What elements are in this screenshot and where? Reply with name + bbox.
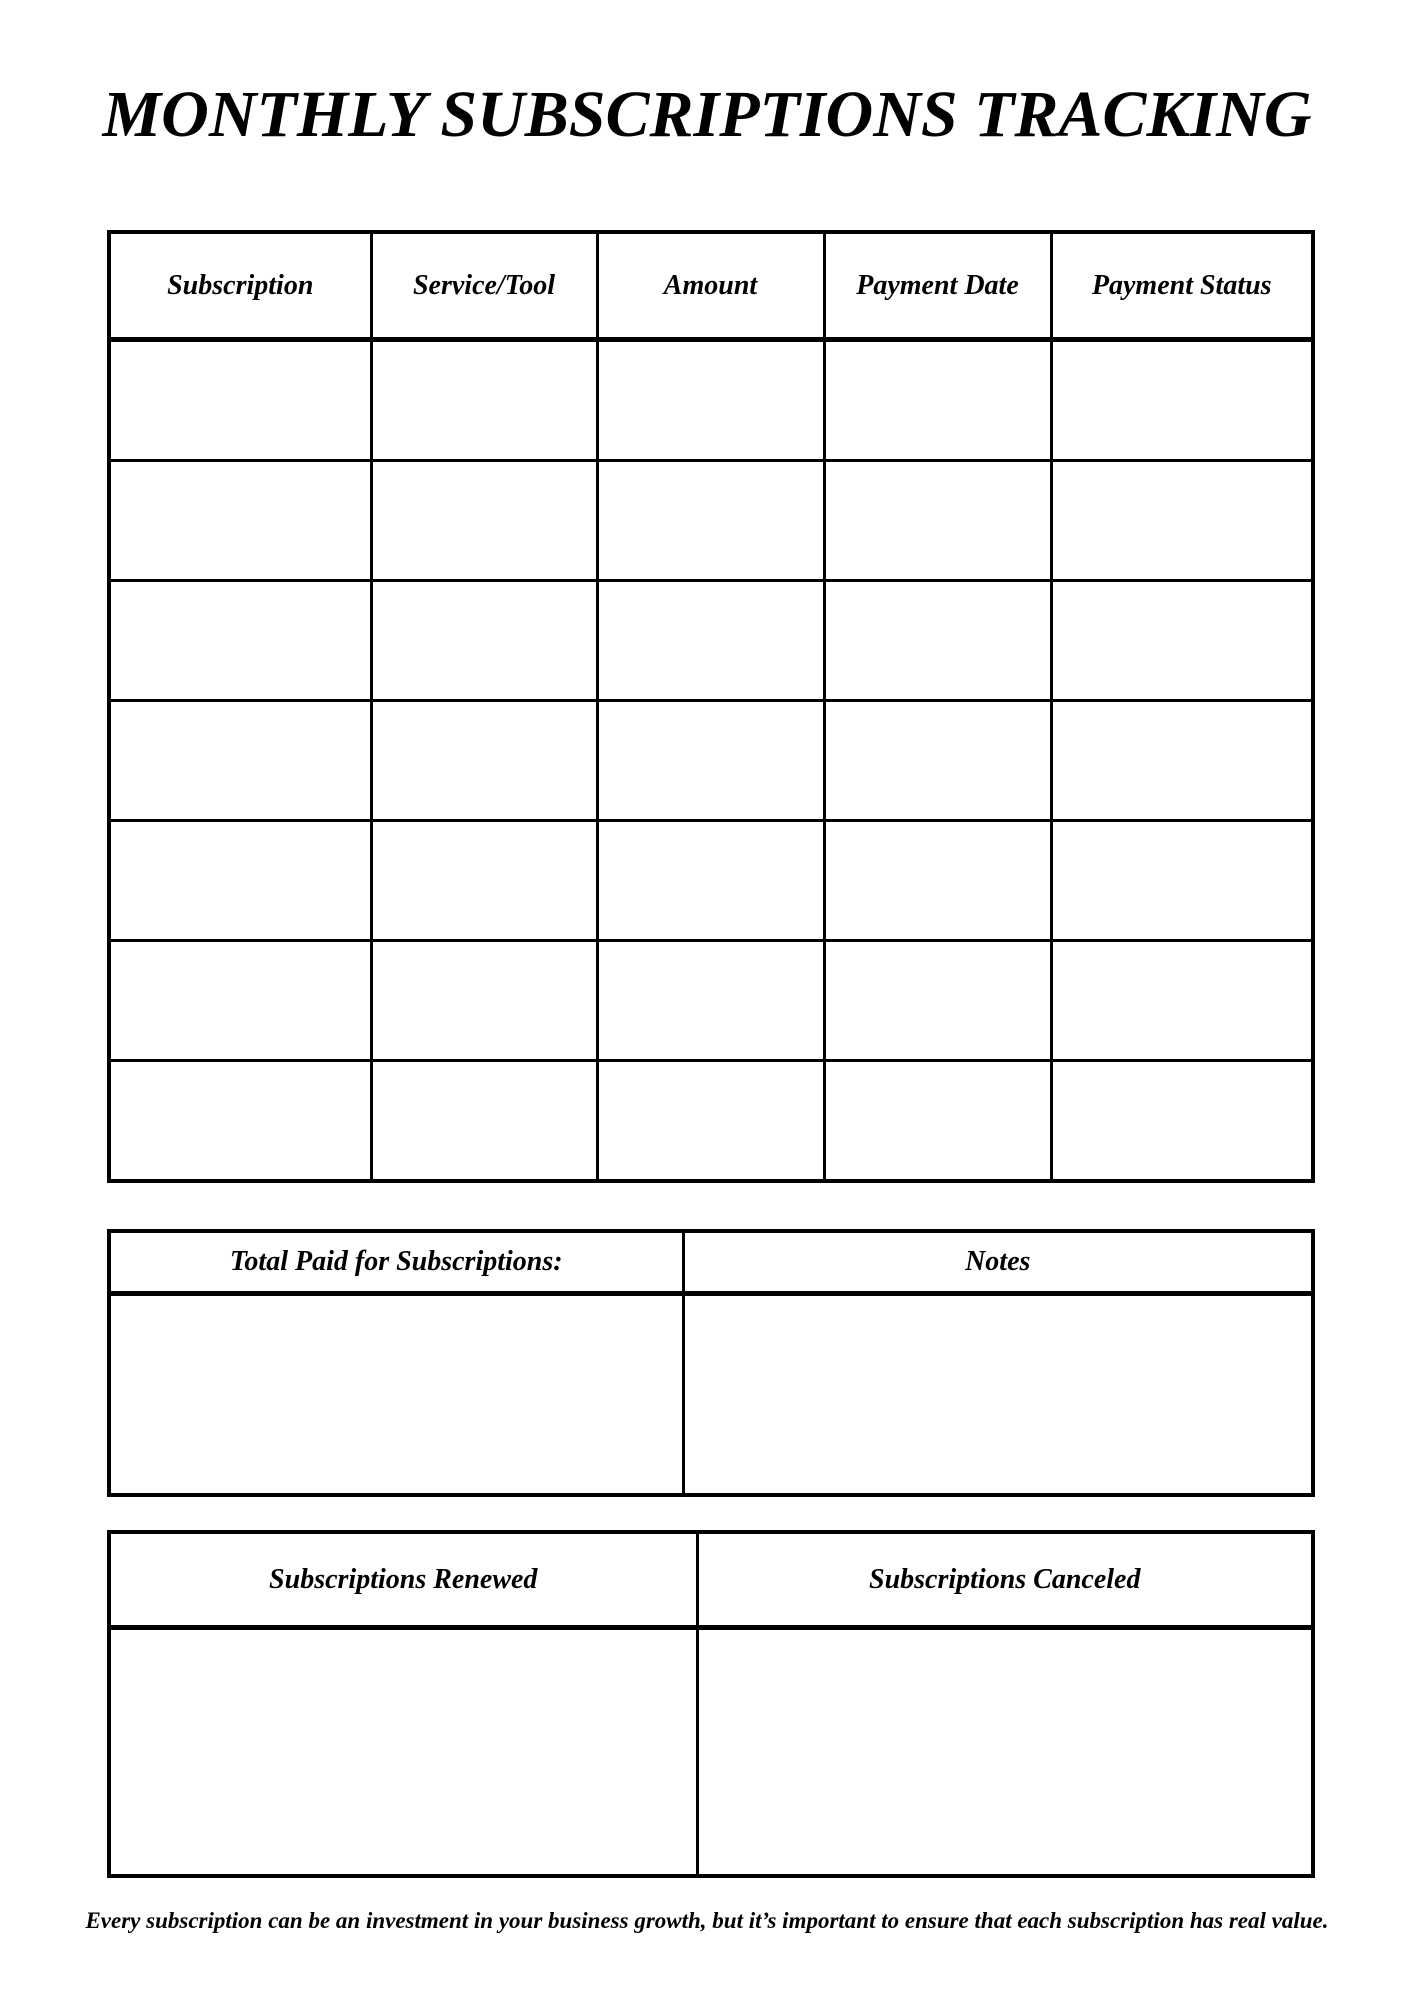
payment-status-cell[interactable] — [1051, 821, 1313, 941]
renewal-table-body — [109, 1628, 1313, 1877]
payment-status-cell[interactable] — [1051, 581, 1313, 701]
subscription-cell[interactable] — [109, 1061, 371, 1182]
table-row — [109, 461, 1313, 581]
column-header-payment-status: Payment Status — [1051, 232, 1313, 340]
table-row — [109, 941, 1313, 1061]
amount-cell[interactable] — [597, 581, 824, 701]
table-row — [109, 701, 1313, 821]
amount-cell[interactable] — [597, 1061, 824, 1182]
payment-date-cell[interactable] — [824, 1061, 1051, 1182]
column-header-total-paid: Total Paid for Subscriptions: — [109, 1231, 683, 1294]
service-tool-cell[interactable] — [371, 581, 597, 701]
subscriptions-table — [107, 230, 1315, 1183]
column-header-payment-date: Payment Date — [824, 232, 1051, 340]
notes-cell[interactable] — [683, 1294, 1313, 1496]
header-row — [109, 1532, 1313, 1628]
table-row — [109, 340, 1313, 461]
amount-cell[interactable] — [597, 941, 824, 1061]
subscription-cell[interactable] — [109, 701, 371, 821]
summary-table-body — [109, 1294, 1313, 1496]
table-row — [109, 1294, 1313, 1496]
renewal-table-header — [109, 1532, 1313, 1628]
subscription-cell[interactable] — [109, 461, 371, 581]
amount-cell[interactable] — [597, 701, 824, 821]
summary-table — [107, 1229, 1315, 1497]
subscription-cell[interactable] — [109, 581, 371, 701]
subscription-cell[interactable] — [109, 821, 371, 941]
column-header-notes: Notes — [683, 1231, 1313, 1294]
table-row — [109, 1628, 1313, 1877]
table-row — [109, 821, 1313, 941]
renewal-table — [107, 1530, 1315, 1878]
service-tool-cell[interactable] — [371, 1061, 597, 1182]
payment-date-cell[interactable] — [824, 701, 1051, 821]
column-header-subscriptions-renewed: Subscriptions Renewed — [109, 1532, 697, 1628]
column-header-amount: Amount — [597, 232, 824, 340]
subscriptions-canceled-cell[interactable] — [697, 1628, 1313, 1877]
subscriptions-table-body — [109, 340, 1313, 1182]
header-row — [109, 1231, 1313, 1294]
payment-date-cell[interactable] — [824, 340, 1051, 461]
column-header-service-tool: Service/Tool — [371, 232, 597, 340]
column-header-subscription: Subscription — [109, 232, 371, 340]
amount-cell[interactable] — [597, 821, 824, 941]
service-tool-cell[interactable] — [371, 701, 597, 821]
payment-date-cell[interactable] — [824, 821, 1051, 941]
column-header-subscriptions-canceled: Subscriptions Canceled — [697, 1532, 1313, 1628]
service-tool-cell[interactable] — [371, 461, 597, 581]
payment-status-cell[interactable] — [1051, 1061, 1313, 1182]
summary-table-header — [109, 1231, 1313, 1294]
subscriptions-table-header — [109, 232, 1313, 340]
payment-date-cell[interactable] — [824, 941, 1051, 1061]
service-tool-cell[interactable] — [371, 340, 597, 461]
payment-date-cell[interactable] — [824, 581, 1051, 701]
payment-status-cell[interactable] — [1051, 340, 1313, 461]
payment-status-cell[interactable] — [1051, 941, 1313, 1061]
payment-date-cell[interactable] — [824, 461, 1051, 581]
service-tool-cell[interactable] — [371, 941, 597, 1061]
total-paid-cell[interactable] — [109, 1294, 683, 1496]
payment-status-cell[interactable] — [1051, 701, 1313, 821]
subscription-cell[interactable] — [109, 941, 371, 1061]
subscriptions-renewed-cell[interactable] — [109, 1628, 697, 1877]
header-row — [109, 232, 1313, 340]
payment-status-cell[interactable] — [1051, 461, 1313, 581]
subscription-cell[interactable] — [109, 340, 371, 461]
footer-quote: Every subscription can be an investment in your business growth, but it’s important to ensure that each subscription has real value. — [85, 1908, 1329, 1933]
table-row — [109, 581, 1313, 701]
page-title: MONTHLY SUBSCRIPTIONS TRACKING — [102, 78, 1312, 151]
table-row — [109, 1061, 1313, 1182]
service-tool-cell[interactable] — [371, 821, 597, 941]
amount-cell[interactable] — [597, 461, 824, 581]
amount-cell[interactable] — [597, 340, 824, 461]
